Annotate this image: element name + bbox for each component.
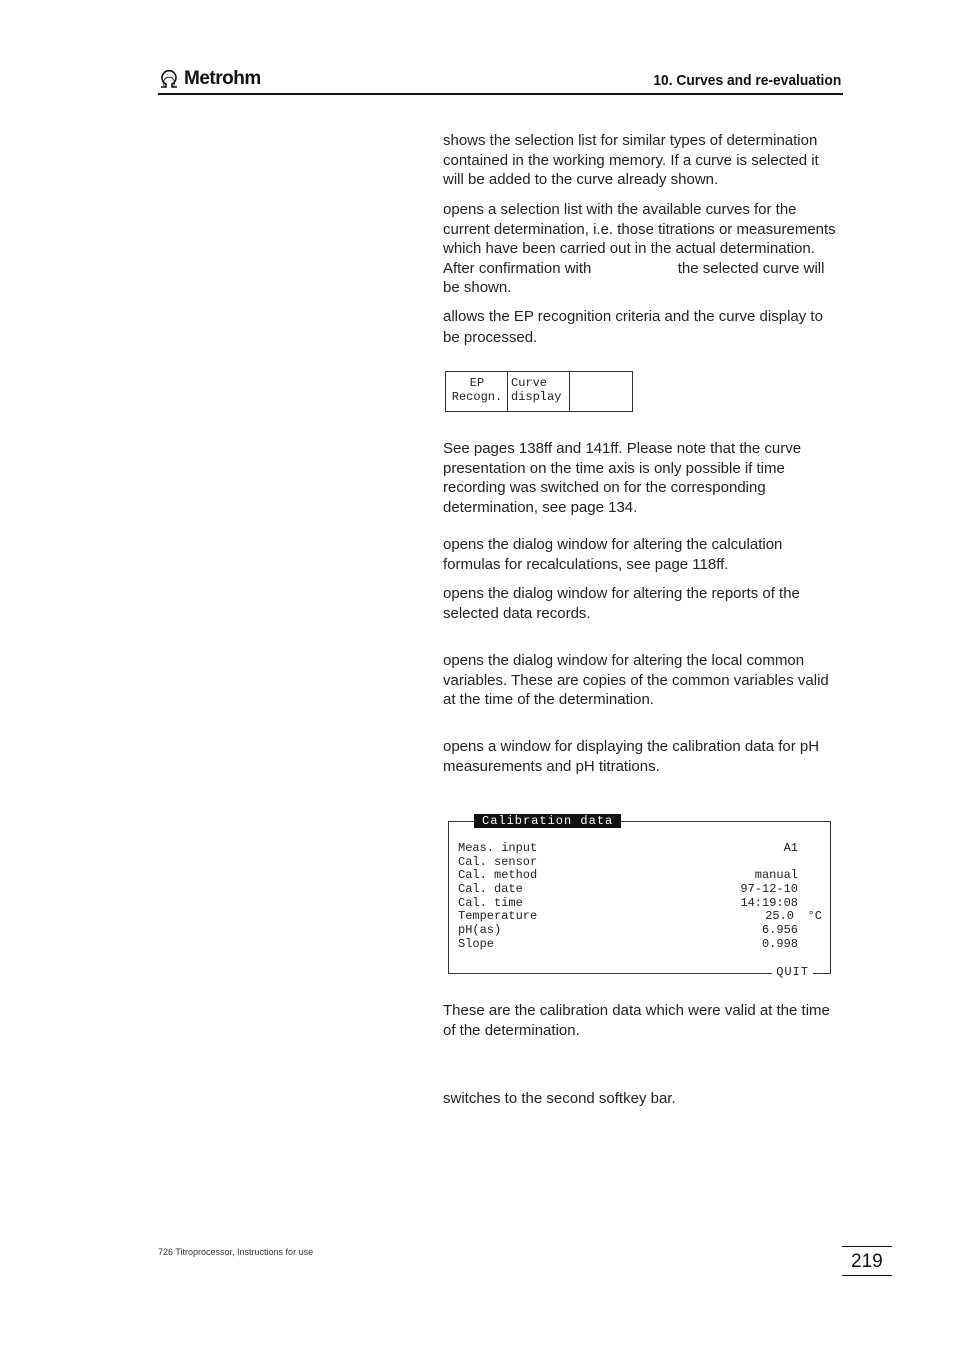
paragraph-available-curves-part1: opens a selection list with the available curves for the current determination, i.e. those titrations or measurements which have been carried out in the actual determination. After confirmation with bbox=[443, 201, 836, 277]
calibration-row bbox=[458, 882, 798, 896]
metrohm-logo bbox=[158, 66, 261, 92]
calibration-row bbox=[458, 841, 798, 855]
calibration-label: Cal. date bbox=[458, 882, 523, 896]
header-rule bbox=[158, 93, 843, 95]
calibration-label: Cal. sensor bbox=[458, 855, 538, 869]
paragraph-ep-recognition: allows the EP recognition criteria and the curve display to be processed. bbox=[443, 308, 823, 346]
calibration-label: Meas. input bbox=[458, 841, 538, 855]
page-number-top-rule bbox=[842, 1246, 892, 1247]
softkey-divider bbox=[445, 371, 446, 412]
paragraph-calculation-formulas: opens the dialog window for altering the calculation formulas for recalculations, see page 118ff. bbox=[443, 536, 783, 573]
softkey-ep-line2: Recogn. bbox=[451, 390, 503, 404]
paragraph-common-variables: opens the dialog window for altering the local common variables. These are copies of the common variables valid at the time of the determination. bbox=[443, 652, 829, 709]
calibration-row bbox=[458, 923, 798, 937]
paragraph-see-pages: See pages 138ff and 141ff. Please note that the curve presentation on the time axis is only possible if time recording was switched on for the corresponding determination, see page 134. bbox=[443, 440, 802, 516]
softkey-bar-bottom-border bbox=[445, 411, 633, 412]
calibration-row bbox=[458, 909, 822, 923]
calibration-value: 6.956 bbox=[761, 923, 798, 937]
calibration-row bbox=[458, 868, 798, 882]
softkey-curve-line1: Curve bbox=[511, 376, 548, 390]
calibration-unit: °C bbox=[807, 909, 822, 923]
softkey-curve-display[interactable] bbox=[511, 376, 561, 404]
softkey-ep-recognition[interactable] bbox=[447, 376, 507, 404]
calibration-value: 25.0 bbox=[765, 909, 794, 923]
calibration-label: pH(as) bbox=[458, 923, 502, 937]
logo-text: Metrohm bbox=[184, 68, 261, 89]
calibration-value: manual bbox=[754, 868, 798, 882]
calibration-value: 97-12-10 bbox=[740, 882, 798, 896]
softkey-bar bbox=[445, 371, 633, 412]
omega-logo-icon bbox=[158, 68, 180, 90]
paragraph-available-curves bbox=[443, 200, 843, 298]
footer-document-title: 726 Titroprocessor, Instructions for use bbox=[158, 1247, 314, 1257]
softkey-divider bbox=[632, 371, 633, 412]
calibration-label: Cal. method bbox=[458, 868, 538, 882]
calibration-value: A1 bbox=[783, 841, 798, 855]
paragraph-curve-selection: shows the selection list for similar types of determination contained in the working memory. If a curve is selected it will be added to the curve already shown. bbox=[443, 132, 819, 189]
quit-button[interactable]: QUIT bbox=[772, 965, 813, 979]
calibration-label: Slope bbox=[458, 937, 495, 951]
paragraph-calibration-validity: These are the calibration data which were valid at the time of the determination. bbox=[443, 1002, 830, 1039]
calibration-label: Temperature bbox=[458, 909, 538, 923]
calibration-row bbox=[458, 896, 798, 910]
calibration-value: 14:19:08 bbox=[740, 896, 798, 910]
softkey-ep-line1: EP bbox=[469, 376, 485, 390]
paragraph-calibration-intro: opens a window for displaying the calibration data for pH measurements and pH titrations. bbox=[443, 738, 820, 775]
calibration-label: Cal. time bbox=[458, 896, 523, 910]
page-number: 219 bbox=[851, 1251, 883, 1272]
paragraph-available-curves-part2: the selected curve will be shown. bbox=[443, 259, 825, 297]
page-number-bottom-rule bbox=[842, 1275, 892, 1276]
softkey-bar-top-border bbox=[445, 371, 633, 372]
softkey-divider bbox=[507, 371, 508, 412]
calibration-value: 0.998 bbox=[761, 937, 798, 951]
paragraph-reports: opens the dialog window for altering the reports of the selected data records. bbox=[443, 585, 800, 622]
calibration-row bbox=[458, 937, 798, 951]
softkey-divider bbox=[569, 371, 570, 412]
calibration-row bbox=[458, 855, 798, 869]
softkey-curve-line2: display bbox=[511, 390, 562, 404]
paragraph-second-softkey-bar: switches to the second softkey bar. bbox=[443, 1090, 676, 1107]
chapter-title: 10. Curves and re-evaluation bbox=[653, 72, 841, 89]
calibration-window-title: Calibration data bbox=[474, 814, 621, 828]
calibration-data-window bbox=[446, 814, 833, 979]
